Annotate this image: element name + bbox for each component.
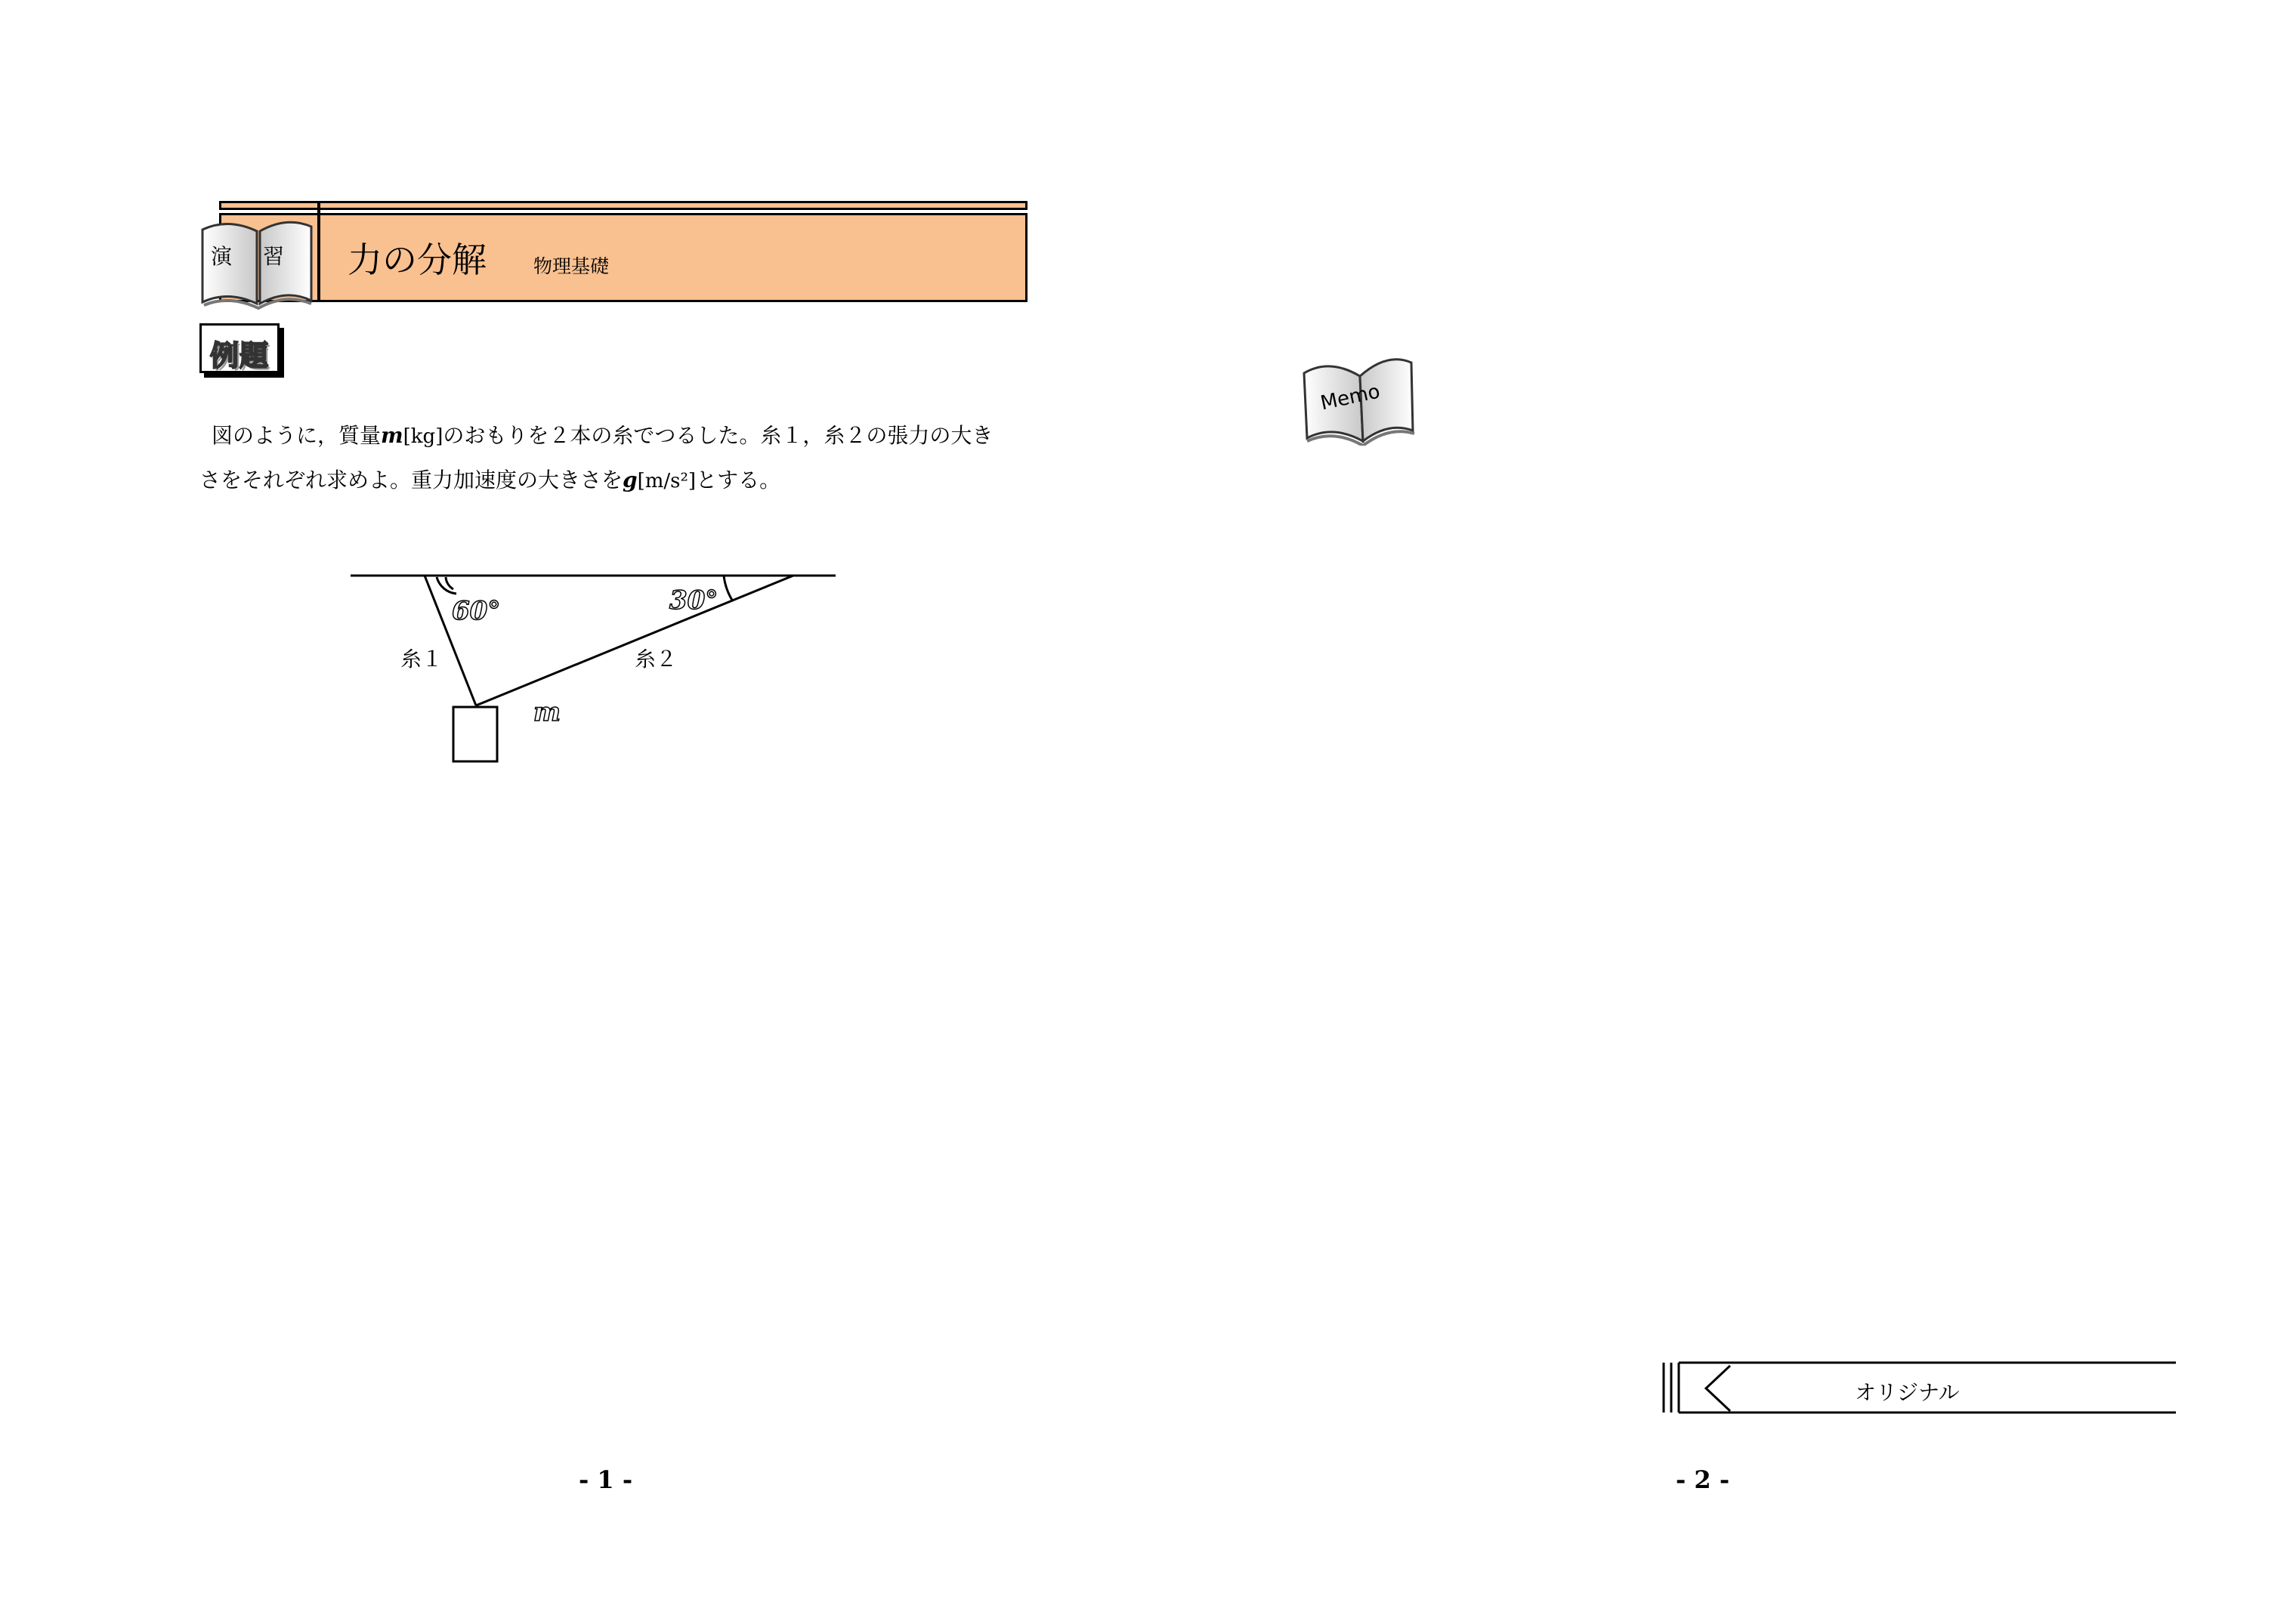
memo-book-icon <box>1299 347 1420 446</box>
example-label: 例題 <box>210 339 270 372</box>
string-1-label: 糸１ <box>400 647 443 672</box>
mass-label: m <box>533 697 561 727</box>
mass-variable: m <box>381 423 403 448</box>
string-2-line <box>476 576 793 705</box>
angle-arc-60-inner <box>446 577 453 589</box>
mass-block <box>453 707 497 761</box>
badge-right-label: 習 <box>263 244 285 269</box>
page-subtitle: 物理基礎 <box>533 255 610 277</box>
angle-30-label: 30° <box>669 585 718 616</box>
string-1-line <box>425 576 476 705</box>
page-title: 力の分解 <box>348 239 487 280</box>
memo-label: Memo <box>1318 380 1383 415</box>
source-tag-label: オリジナル <box>1855 1380 1960 1405</box>
badge-left-label: 演 <box>211 244 233 269</box>
problem-text-2b: とする。 <box>696 468 781 492</box>
gravity-unit: [m/s²] <box>637 470 697 492</box>
angle-arc-30 <box>724 576 733 601</box>
page-number-left: - 1 - <box>579 1465 633 1494</box>
mass-unit: [kg] <box>403 425 443 448</box>
problem-text-1a: 図のように，質量 <box>212 423 382 448</box>
problem-text-2a: さをそれぞれ求めよ。重力加速度の大きさを <box>199 468 623 492</box>
problem-text-1b: のおもりを２本の糸でつるした。糸１，糸２の張力の大き <box>443 423 994 448</box>
page-number-right: - 2 - <box>1676 1465 1730 1494</box>
angle-60-label: 60° <box>452 596 501 626</box>
gravity-variable: g <box>623 468 638 492</box>
string-2-label: 糸２ <box>635 647 678 672</box>
